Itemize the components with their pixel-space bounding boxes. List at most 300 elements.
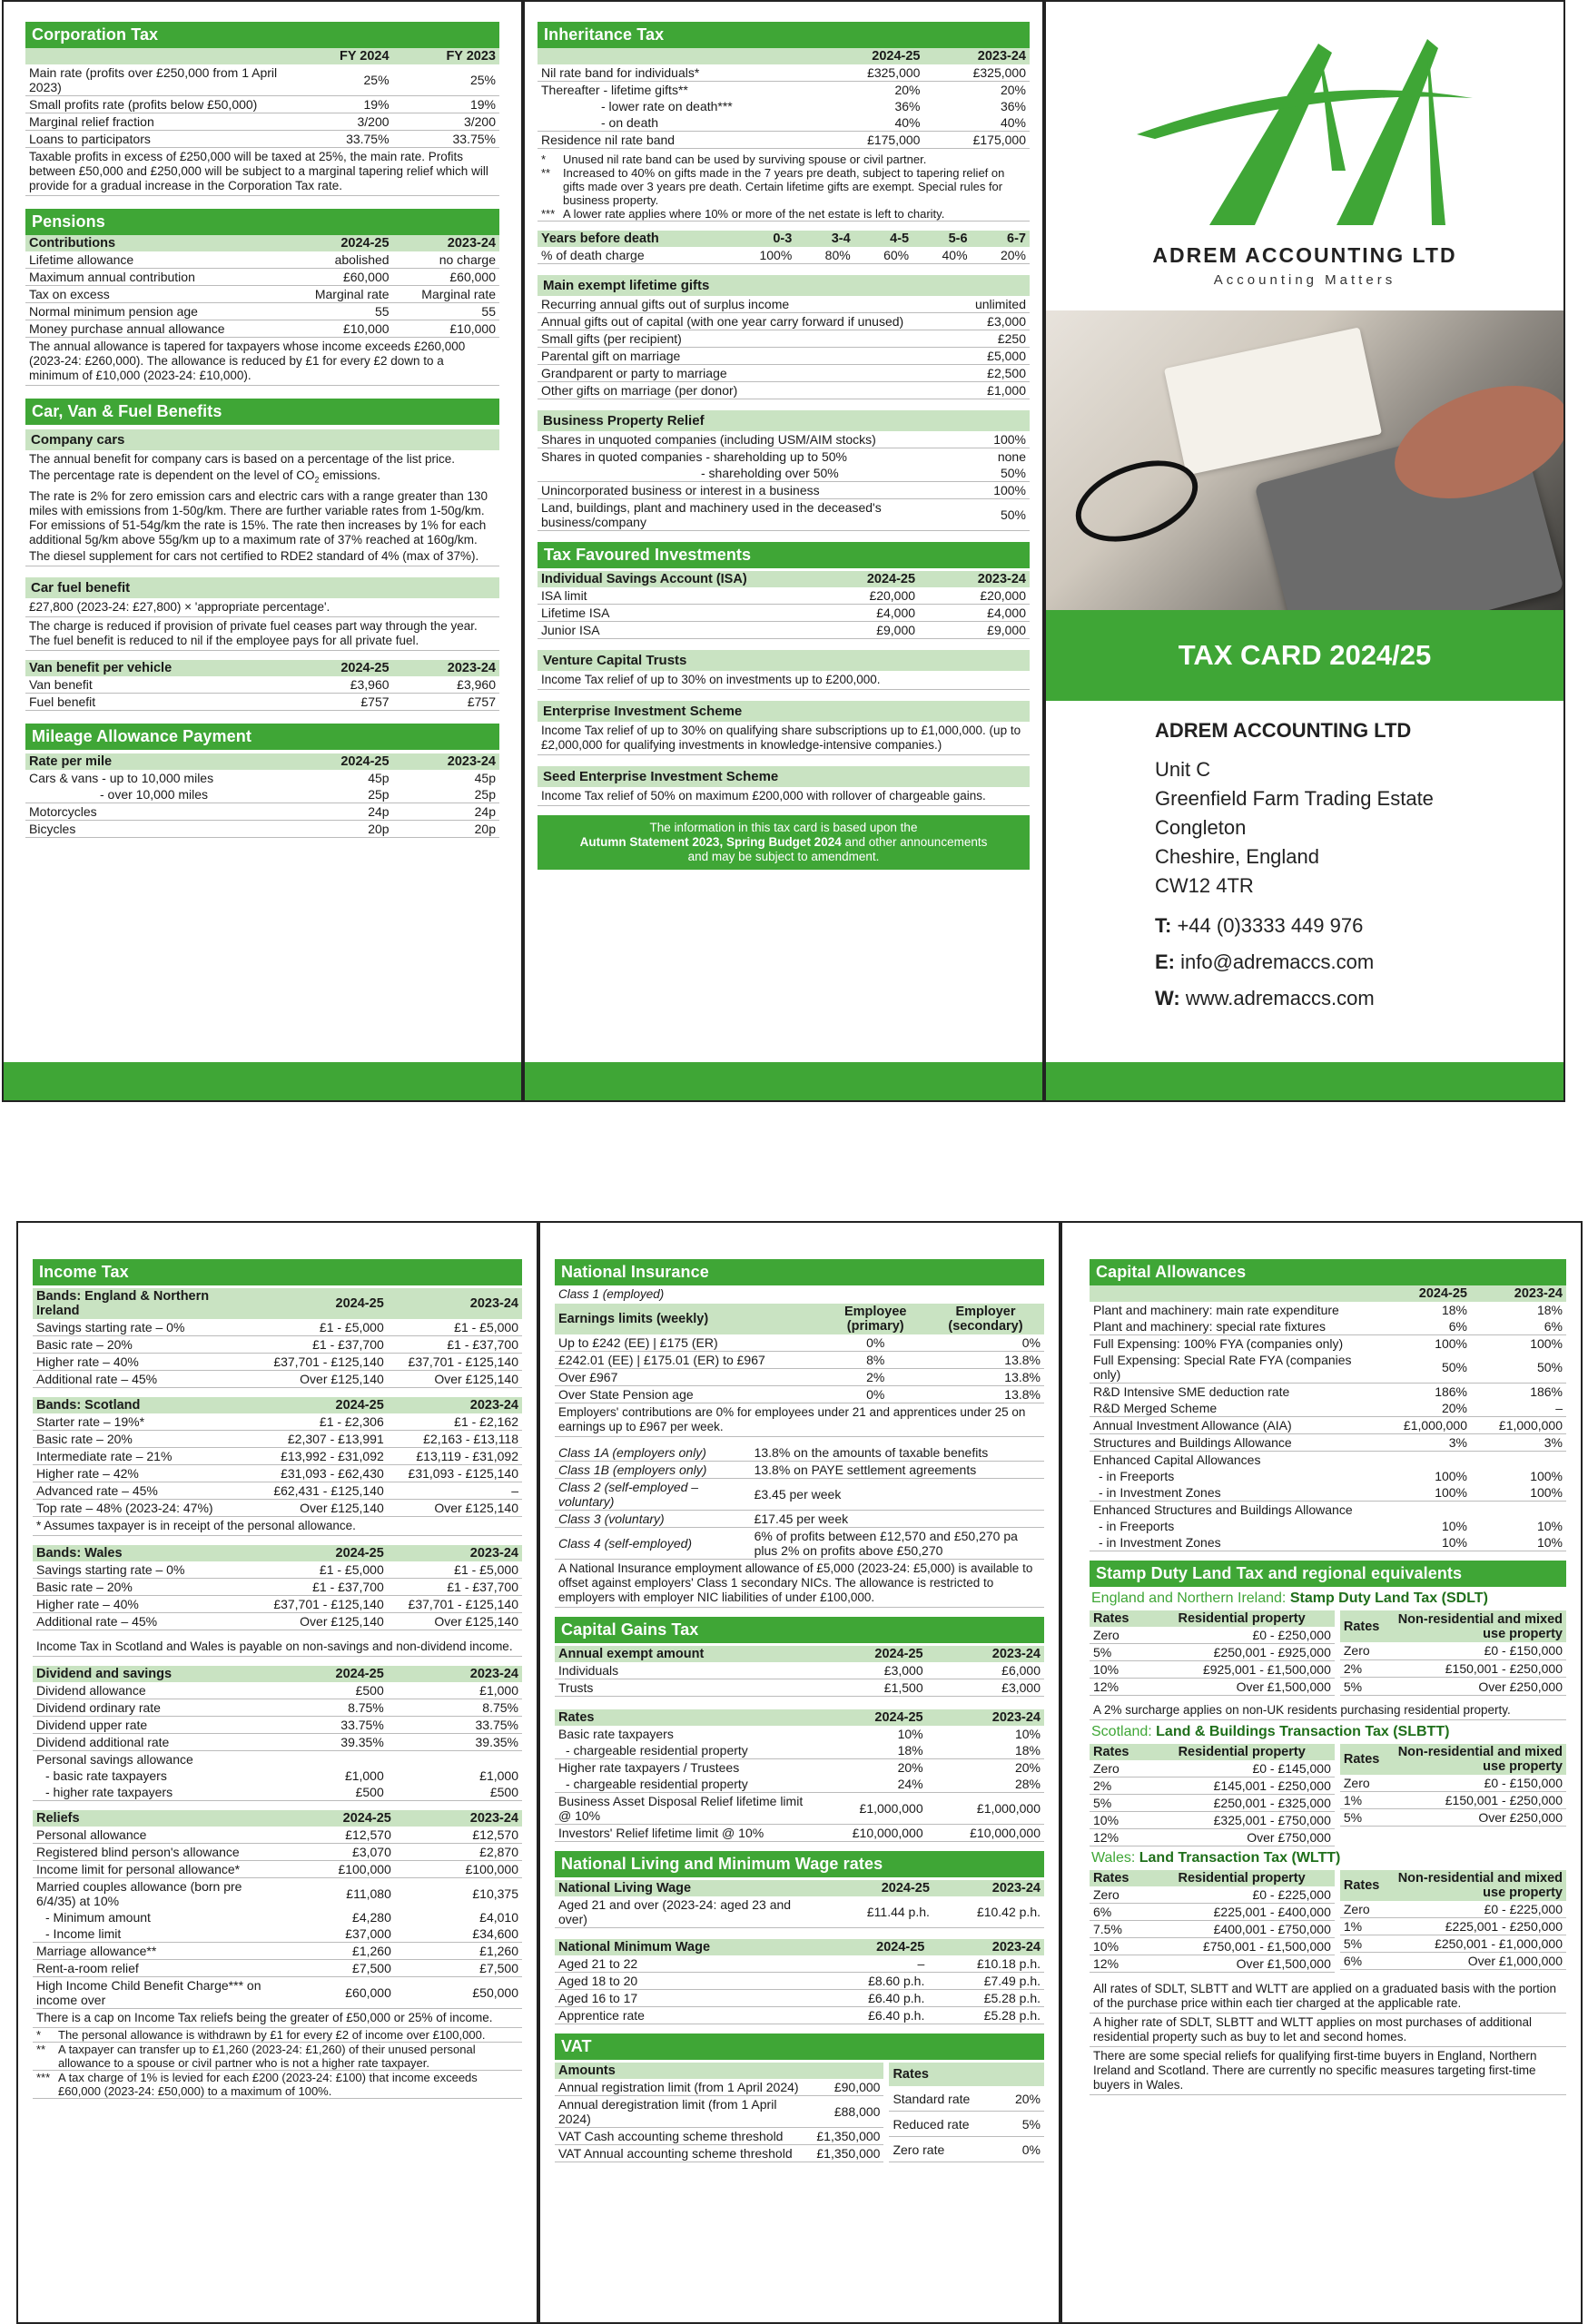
cell: Married couples allowance (born pre 6/4/35) at 10%	[36, 1879, 242, 1908]
wltt-wales	[1090, 1870, 1566, 1973]
isa-table	[538, 571, 1030, 639]
cell: - Minimum amount	[45, 1910, 151, 1925]
cell: £145,001 - £250,000	[1149, 1777, 1335, 1795]
cell: Dividend allowance	[33, 1682, 253, 1699]
fn-text: Increased to 40% on gifts made in the 7 years pre death, subject to tapering relief on gifts made over 3 years pre death. Certain lifetime gifts are exempt. Special rules for business property.	[563, 166, 1005, 207]
cell: Shares in unquoted companies (including USM/AIM stocks)	[538, 431, 907, 448]
col-h: Bands: Scotland	[33, 1397, 253, 1413]
cell: £1,000,000	[927, 1793, 1044, 1825]
cell: £5,000	[962, 348, 1030, 365]
cgt-rates-table	[555, 1709, 1044, 1842]
col-h: 2023-24	[928, 1939, 1044, 1955]
cell: Intermediate rate – 21%	[33, 1448, 253, 1465]
col-h: 2023-24	[933, 1880, 1044, 1896]
col-h: 2024-25	[286, 235, 392, 251]
cell: £2,163 - £13,118	[388, 1431, 522, 1448]
cell: Enhanced Capital Allowances	[1093, 1452, 1261, 1467]
cell: Apprentice rate	[555, 2007, 824, 2024]
cell: 13.8% on PAYE settlement agreements	[751, 1462, 1044, 1479]
panel-top-right-cover	[1044, 0, 1565, 1102]
cell: Tax on excess	[25, 286, 286, 303]
cell: - over 10,000 miles	[25, 786, 286, 803]
col-h: Van benefit per vehicle	[25, 660, 286, 676]
cell: £10,000,000	[809, 1825, 926, 1842]
cell: 0%	[927, 1334, 1044, 1352]
cell: Additional rate – 45%	[33, 1613, 253, 1630]
fuel-line: £27,800 (2023-24: £27,800) × 'appropriate percentage'.	[25, 598, 499, 617]
cell: Thereafter - lifetime gifts**	[541, 83, 688, 97]
cell: 39.35%	[388, 1734, 522, 1751]
cell: VAT Annual accounting scheme threshold	[555, 2145, 813, 2162]
col-h: 2024-25	[808, 571, 919, 587]
cell: 5%	[1340, 1935, 1384, 1953]
ni-classes-table	[555, 1444, 1044, 1560]
cell: % of death charge	[538, 247, 725, 264]
cell: 39.35%	[253, 1734, 388, 1751]
cgt-exempt-table	[555, 1646, 1044, 1697]
cell: 20%	[1001, 2086, 1044, 2111]
email-label: E:	[1155, 950, 1175, 973]
cell: Recurring annual gifts out of surplus income	[538, 296, 962, 313]
cell: £150,001 - £250,000	[1383, 1792, 1566, 1809]
cell: 55	[286, 303, 392, 320]
cell: Dividend ordinary rate	[33, 1699, 253, 1717]
col-h: 2023-24	[393, 660, 499, 676]
cell: Van benefit	[25, 676, 286, 694]
cell: £500	[253, 1682, 388, 1699]
region-label: England and Northern Ireland:	[1091, 1590, 1290, 1606]
cell: 3/200	[393, 113, 499, 131]
tax-card-title: TAX CARD 2024/25	[1178, 639, 1432, 671]
cell: 100%	[907, 431, 1031, 448]
reliefs-cap-note: There is a cap on Income Tax reliefs being the greater of £50,000 or 25% of income.	[33, 2009, 522, 2028]
cell: 0%	[824, 1334, 927, 1352]
cell: £757	[393, 693, 499, 710]
cell: Zero	[1090, 1886, 1149, 1904]
ni-note: Employers' contributions are 0% for employees under 21 and apprentices under 25 on earnings up to £967 per week.	[555, 1403, 1044, 1437]
ni-class: Class 1 (employed)	[558, 1287, 665, 1301]
fn-mark: *	[36, 2028, 42, 2042]
cell: Over £125,140	[388, 1371, 522, 1388]
cell: 2%	[1340, 1659, 1384, 1678]
cell: 10%	[1376, 1534, 1471, 1551]
cell: 10%	[1441, 1519, 1467, 1533]
panel-content	[1090, 1259, 1566, 2095]
cell: £2,500	[962, 365, 1030, 382]
cell: £1,260	[395, 1943, 522, 1960]
col-h: Employee (primary)	[824, 1304, 927, 1334]
cell: £325,001 - £750,000	[1149, 1812, 1335, 1829]
cell: £1,000,000	[1376, 1417, 1471, 1434]
cell: Trusts	[555, 1679, 809, 1697]
col-h	[538, 48, 818, 64]
cell: - in Freeports	[1099, 1469, 1175, 1483]
cell: 10%	[1471, 1534, 1566, 1551]
fn-mark: ***	[36, 2071, 51, 2084]
sdlt-heading: Stamp Duty Land Tax and regional equivalents	[1090, 1561, 1566, 1587]
cell: £1,350,000	[813, 2145, 883, 2162]
cell: Zero	[1340, 1901, 1384, 1918]
cell: - higher rate taxpayers	[33, 1784, 253, 1801]
cell: Higher rate – 40%	[33, 1354, 253, 1371]
cell: £11,080	[346, 1886, 391, 1901]
col-h: Rates	[1340, 1870, 1384, 1901]
cell: Normal minimum pension age	[25, 303, 286, 320]
col-h: 2023-24	[388, 1397, 522, 1413]
col-h: Rates	[1090, 1744, 1149, 1760]
col-h: 2024-25	[286, 753, 392, 770]
cell: 10%	[1536, 1519, 1563, 1533]
cell: £3,000	[809, 1662, 926, 1679]
cell: Zero rate	[889, 2137, 1001, 2162]
national-insurance-heading: National Insurance	[555, 1259, 1044, 1285]
cell: 5%	[1090, 1644, 1149, 1661]
col-h: 2024-25	[253, 1397, 388, 1413]
cell: 55	[393, 303, 499, 320]
col-h: Reliefs	[33, 1810, 268, 1827]
cell: 24p	[286, 803, 392, 820]
cell: Aged 21 and over (2023-24: aged 23 and over)	[555, 1896, 824, 1928]
cgt-heading: Capital Gains Tax	[555, 1617, 1044, 1643]
cell: £1,500	[809, 1679, 926, 1697]
cell: 45p	[474, 770, 496, 785]
inheritance-tax-heading: Inheritance Tax	[538, 22, 1030, 48]
address-line: Cheshire, England	[1155, 845, 1320, 868]
tax-favoured-heading: Tax Favoured Investments	[538, 542, 1030, 568]
cell: 20%	[972, 247, 1030, 264]
cell: £100,000	[395, 1861, 522, 1878]
footnote	[33, 2071, 522, 2099]
cell: Aged 18 to 20	[555, 1973, 824, 1990]
calculator-photo	[1046, 310, 1563, 610]
cell: 19%	[286, 96, 392, 113]
cell: 18%	[1536, 1303, 1563, 1317]
cell: Fuel benefit	[25, 693, 286, 710]
cell: £5.28 p.h.	[928, 1990, 1044, 2007]
cell: Annual deregistration limit (from 1 April 2024)	[555, 2096, 813, 2128]
col-h: Residential property	[1149, 1744, 1335, 1760]
cell: £500	[253, 1784, 388, 1801]
disclaimer-bold: Autumn Statement 2023, Spring Budget 2024	[579, 835, 842, 849]
cell: 33.75%	[253, 1717, 388, 1734]
col-h: Annual exempt amount	[555, 1646, 809, 1662]
cell: Personal allowance	[33, 1827, 268, 1844]
panel-content	[25, 22, 499, 838]
col-h: Dividend and savings	[33, 1666, 253, 1682]
cell: 1%	[1340, 1792, 1384, 1809]
cell: £225,001 - £400,000	[1149, 1904, 1335, 1921]
panel-bottom-left	[16, 1221, 538, 2324]
cell: Additional rate – 45%	[33, 1371, 253, 1388]
cell: - lower rate on death***	[601, 99, 733, 113]
cell: £2,307 - £13,991	[253, 1431, 388, 1448]
disclaimer-box	[538, 815, 1030, 870]
cell: Class 4 (self-employed)	[555, 1528, 751, 1560]
cell: £1,260	[268, 1943, 395, 1960]
col-h: 2024-25	[824, 1880, 932, 1896]
panel-top-left	[2, 0, 523, 1102]
col-h: Rates	[1090, 1870, 1149, 1886]
cell: Class 1B (employers only)	[555, 1462, 751, 1479]
cell: ISA limit	[538, 587, 808, 605]
cell: Shares in quoted companies - shareholding up to 50%	[541, 449, 847, 464]
cell: £1,350,000	[813, 2128, 883, 2145]
col-h: Non-residential and mixed use property	[1383, 1744, 1566, 1775]
exempt-gifts-subheading: Main exempt lifetime gifts	[538, 275, 1030, 296]
website-link[interactable]: www.adremaccs.com	[1185, 987, 1375, 1009]
cell: 100%	[1435, 1336, 1467, 1351]
cell: 25%	[393, 64, 499, 96]
cell: 100%	[907, 482, 1031, 499]
cell: 5%	[1090, 1795, 1149, 1812]
logo-mark-icon	[1046, 25, 1565, 234]
vat-heading: VAT	[555, 2034, 1044, 2060]
cell: Over £250,000	[1383, 1678, 1566, 1696]
corporation-tax-heading: Corporation Tax	[25, 22, 499, 48]
pensions-table	[25, 235, 499, 338]
cell: 12%	[1090, 1679, 1149, 1696]
cell: £225,001 - £250,000	[1383, 1918, 1566, 1935]
cell: 3/200	[286, 113, 392, 131]
cell: 20%	[894, 83, 921, 97]
cell: Marginal relief fraction	[25, 113, 286, 131]
nmw-table	[555, 1939, 1044, 2024]
phone-value[interactable]: +44 (0)3333 449 976	[1177, 914, 1364, 937]
car-line-a: The percentage rate is dependent on the level of CO	[29, 468, 315, 482]
sdlt-england	[1090, 1610, 1566, 1696]
col-h: Individual Savings Account (ISA)	[538, 571, 808, 587]
seis-note: Income Tax relief of 50% on maximum £200,000 with rollover of chargeable gains.	[538, 787, 1030, 806]
fn-mark: ***	[541, 207, 556, 221]
cell: Basic rate – 20%	[33, 1336, 253, 1354]
address-line: Unit C	[1155, 758, 1211, 781]
cell: Land, buildings, plant and machinery used in the deceased's business/company	[538, 499, 907, 531]
cell: £6.40 p.h.	[824, 1990, 928, 2007]
cell: abolished	[286, 251, 392, 269]
cell: £10.42 p.h.	[933, 1896, 1044, 1928]
footnote	[33, 2043, 522, 2071]
wltt-residential-table	[1090, 1870, 1335, 1973]
cell: Small profits rate (profits below £50,000)	[25, 96, 286, 113]
col-h: Employer (secondary)	[927, 1304, 1044, 1334]
reliefs-table	[33, 1810, 522, 2009]
cell: Over £125,140	[253, 1371, 388, 1388]
exempt-gifts-table	[538, 296, 1030, 399]
car-line	[25, 468, 499, 489]
disclaimer-line	[543, 835, 1024, 850]
cell: £0 - £250,000	[1149, 1627, 1335, 1644]
cell: Class 3 (voluntary)	[555, 1511, 751, 1528]
cell: - basic rate taxpayers	[45, 1768, 167, 1783]
cell: Zero	[1340, 1642, 1384, 1659]
col-h: Rates	[555, 1709, 809, 1726]
cell: - chargeable residential property	[555, 1742, 809, 1759]
corporation-tax-note: Taxable profits in excess of £250,000 will be taxed at 25%, the main rate. Profits between £50,000 and £250,000 will be subject to a marginal tapering relief which will provide for a gradual increase in the Corporation Tax rate.	[25, 148, 499, 196]
cell: Basic rate – 20%	[33, 1431, 253, 1448]
cell: Small gifts (per recipient)	[538, 330, 962, 348]
cell: £4,000	[919, 605, 1030, 622]
col-h: Bands: England & Northern Ireland	[33, 1288, 253, 1319]
col-h: 2023-24	[395, 1810, 522, 1827]
cell: Cars & vans - up to 10,000 miles	[29, 770, 214, 785]
cell: £10,000,000	[927, 1825, 1044, 1842]
col-h: 2024-25	[1376, 1285, 1471, 1302]
col-h: 2023-24	[919, 571, 1030, 587]
cell: - Income limit	[33, 1925, 268, 1943]
cell: Loans to participators	[25, 131, 286, 148]
col-h: 2024-25	[809, 1709, 926, 1726]
col-h: Rates	[1090, 1610, 1149, 1627]
cell: 100%	[1530, 1469, 1563, 1483]
cell: Over £250,000	[1383, 1809, 1566, 1827]
cell: 7.5%	[1090, 1921, 1149, 1938]
cell: Plant and machinery: main rate expenditure	[1093, 1303, 1339, 1317]
cell: Annual gifts out of capital (with one year carry forward if unused)	[538, 313, 962, 330]
cell: £1 - £5,000	[253, 1319, 388, 1336]
cell: Over £750,000	[1149, 1829, 1335, 1846]
col-h: Years before death	[538, 231, 725, 247]
disclaimer-text: and other announcements	[841, 835, 988, 849]
cell: 50%	[1471, 1352, 1566, 1384]
cell: 5%	[1001, 2112, 1044, 2137]
ni-table	[555, 1304, 1044, 1403]
cell: R&D Merged Scheme	[1090, 1400, 1376, 1417]
cell: £250,001 - £1,000,000	[1383, 1935, 1566, 1953]
disclaimer-line: The information in this tax card is based upon the	[649, 821, 918, 834]
car-line-b: emissions.	[319, 468, 381, 482]
cell: –	[824, 1955, 928, 1973]
cell: unlimited	[962, 296, 1030, 313]
cell: £8.60 p.h.	[824, 1973, 928, 1990]
cell: 24p	[393, 803, 499, 820]
cell: £1,000	[962, 382, 1030, 399]
cell: –	[1471, 1400, 1566, 1417]
cell: Money purchase annual allowance	[25, 320, 286, 338]
cell: £5.28 p.h.	[928, 2007, 1044, 2024]
cell: –	[388, 1482, 522, 1500]
cell: £10,000	[393, 320, 499, 338]
slbtt-residential-table	[1090, 1744, 1335, 1846]
web-label: W:	[1155, 987, 1180, 1009]
cell: £400,001 - £750,000	[1149, 1921, 1335, 1938]
cell: Over £125,140	[253, 1500, 388, 1517]
cell: Over £967	[555, 1369, 824, 1386]
cell: 33.75%	[388, 1717, 522, 1734]
footnote	[33, 2028, 522, 2043]
cell: 50%	[907, 499, 1031, 531]
cell: £50,000	[395, 1977, 522, 2009]
col-h: 2023-24	[388, 1288, 522, 1319]
cell: Main rate (profits over £250,000 from 1 April 2023)	[25, 64, 286, 96]
cell: 1%	[1340, 1918, 1384, 1935]
cell: 13.8%	[927, 1386, 1044, 1403]
nlw-table	[555, 1880, 1044, 1928]
col-h: 2024-25	[824, 1939, 928, 1955]
cell: 25p	[286, 786, 392, 803]
footnote	[538, 166, 1030, 207]
cell: Motorcycles	[25, 803, 286, 820]
col-h: 2024-25	[268, 1810, 395, 1827]
cell: Full Expensing: Special Rate FYA (companies only)	[1090, 1352, 1376, 1384]
cell: £242.01 (EE) | £175.01 (ER) to £967	[555, 1352, 824, 1369]
col-h: Residential property	[1149, 1870, 1335, 1886]
cell: £175,000	[923, 132, 1030, 149]
cell: 5%	[1340, 1678, 1384, 1696]
cell: 19%	[393, 96, 499, 113]
wltt-nonres-table	[1340, 1870, 1566, 1970]
cell: Basic rate – 20%	[33, 1579, 253, 1596]
col-h: 5-6	[912, 231, 971, 247]
sdlt-note: All rates of SDLT, SLBTT and WLTT are applied on a graduated basis with the portion of the purchase price within each tier charged at the applicable rate.	[1090, 1980, 1566, 2014]
cell: £12,570	[268, 1827, 395, 1844]
fn-mark: **	[36, 2043, 46, 2056]
cell: Savings starting rate – 0%	[33, 1319, 253, 1336]
cell: 50%	[907, 465, 1031, 482]
cell: 8.75%	[253, 1699, 388, 1717]
fn-mark: *	[541, 153, 547, 166]
col-h: 6-7	[972, 231, 1030, 247]
cell: Marriage allowance**	[33, 1943, 268, 1960]
fn-text: A lower rate applies where 10% or more of the net estate is left to charity.	[563, 207, 945, 221]
cell: Over £125,140	[253, 1613, 388, 1630]
cell: £37,701 - £125,140	[253, 1354, 388, 1371]
cell: £9,000	[919, 622, 1030, 639]
cell: £750,001 - £1,500,000	[1149, 1938, 1335, 1955]
cell: 18%	[1441, 1303, 1467, 1317]
slbtt-scotland	[1090, 1744, 1566, 1846]
vct-note: Income Tax relief of up to 30% on investments up to £200,000.	[538, 671, 1030, 690]
cell: Over State Pension age	[555, 1386, 824, 1403]
disclaimer-line: and may be subject to amendment.	[687, 850, 880, 863]
cell: £1 - £37,700	[388, 1579, 522, 1596]
pensions-heading: Pensions	[25, 209, 499, 235]
cell: 20%	[1000, 83, 1026, 97]
col-h: Residential property	[1149, 1610, 1335, 1627]
cell: £10,375	[472, 1886, 518, 1901]
email-link[interactable]: info@adremaccs.com	[1180, 950, 1375, 973]
cell: £10.18 p.h.	[928, 1955, 1044, 1973]
cell: Dividend upper rate	[33, 1717, 253, 1734]
sdlt-note: There are some special reliefs for qualifying first-time buyers in England, Northern Ireland and Scotland. There are currently no specific measures targeting first-time buyers in Wales.	[1090, 2047, 1566, 2095]
cell: Basic rate taxpayers	[558, 1727, 674, 1741]
cell: £60,000	[393, 269, 499, 286]
cell: Over £1,500,000	[1149, 1955, 1335, 1973]
cell: 6% of profits between £12,570 and £50,270 pa plus 2% on profits above £50,270	[751, 1528, 1044, 1560]
cell: 8%	[824, 1352, 927, 1369]
cell: Grandparent or party to marriage	[538, 365, 962, 382]
ni-allowance-note: A National Insurance employment allowance of £5,000 (2023-24: £5,000) is available to offset against employers' Class 1 secondary NICs. The allowance is restricted to employers with employer NIC liabilities of under £100,000.	[555, 1560, 1044, 1608]
cell: Full Expensing: 100% FYA (companies only)	[1093, 1336, 1344, 1351]
vat-body	[555, 2063, 1044, 2162]
scotland-note: * Assumes taxpayer is in receipt of the personal allowance.	[33, 1517, 522, 1536]
cell: Higher rate – 40%	[33, 1596, 253, 1613]
cell: £250,001 - £925,000	[1149, 1644, 1335, 1661]
cell: 18%	[809, 1742, 926, 1759]
cell: £325,000	[818, 64, 924, 82]
cell: £31,093 - £62,430	[253, 1465, 388, 1482]
col-h: 2023-24	[927, 1646, 1044, 1662]
cell: - chargeable residential property	[555, 1776, 809, 1793]
logo-company-name: ADREM ACCOUNTING LTD	[1152, 243, 1457, 267]
cell: Advanced rate – 45%	[33, 1482, 253, 1500]
email-line	[1155, 944, 1545, 980]
cell: £7.49 p.h.	[928, 1973, 1044, 1990]
col-h: 2023-24	[923, 48, 1030, 64]
contact-block	[1155, 719, 1545, 1017]
tax-name: Land Transaction Tax (WLTT)	[1139, 1850, 1341, 1866]
cell: 100%	[1471, 1484, 1566, 1502]
cell: 3%	[1376, 1434, 1471, 1452]
